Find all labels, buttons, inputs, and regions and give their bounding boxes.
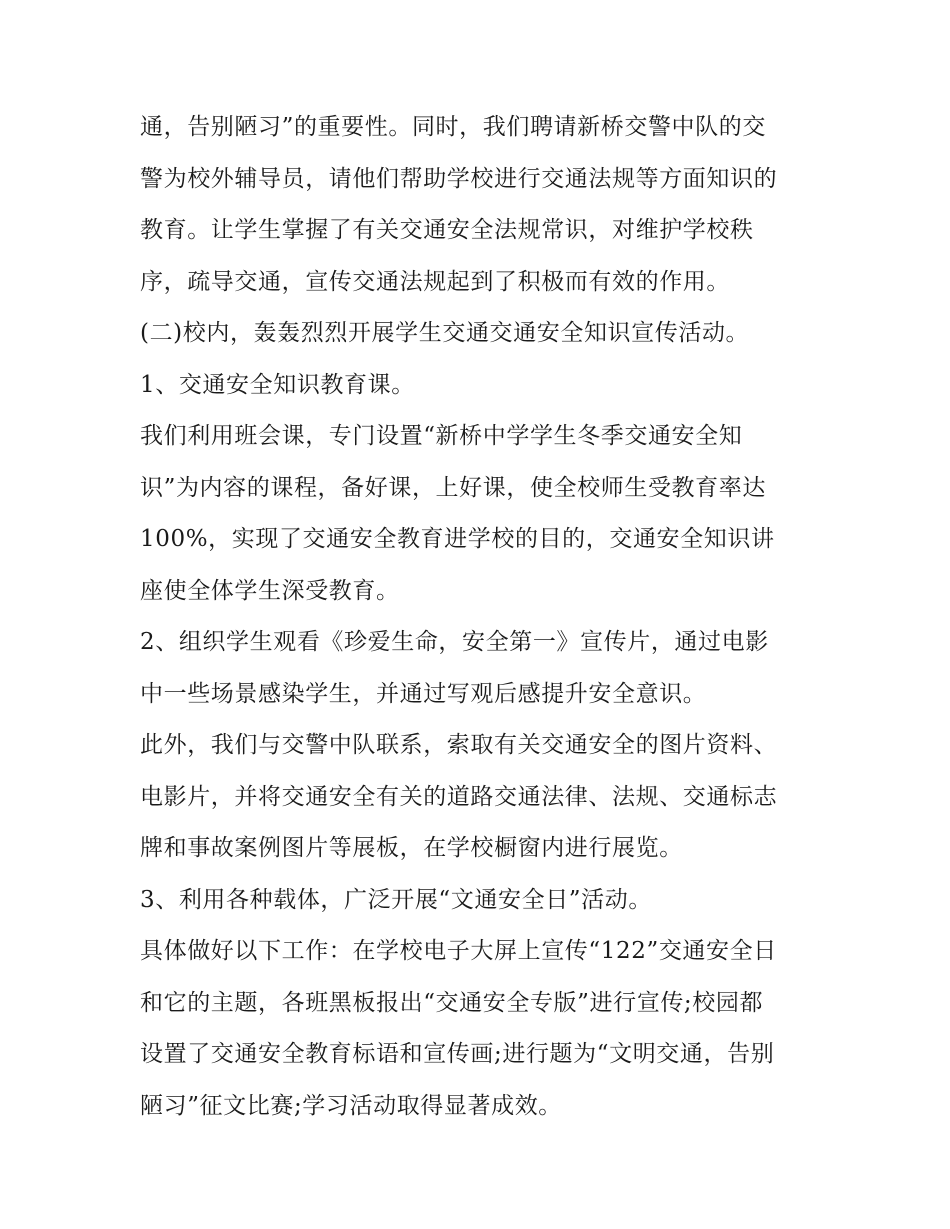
section-heading: (二)校内，轰轰烈烈开展学生交通交通安全知识宣传活动。 [140, 320, 750, 346]
text-line: 序，疏导交通，宣传交通法规起到了积极而有效的作用。 [140, 268, 730, 295]
text-line: 100%，实现了交通安全教育进学校的目的，交通安全知识讲 [140, 526, 775, 552]
text-line: 此外，我们与交警中队联系，索取有关交通安全的图片资料、 [140, 732, 778, 758]
text-line: 设置了交通安全教育标语和宣传画;进行题为“文明交通，告别 [140, 1041, 775, 1067]
text-line: 中一些场景感染学生，并通过写观后感提升安全意识。 [140, 680, 707, 707]
text-line: 识”为内容的课程，备好课，上好课，使全校师生受教育率达 [140, 474, 766, 501]
text-line: 警为校外辅导员，请他们帮助学校进行交通法规等方面知识的 [140, 165, 778, 192]
text-line: 电影片，并将交通安全有关的道路交通法律、法规、交通标志 [140, 783, 778, 810]
document-body [140, 102, 820, 1132]
text-line: 具体做好以下工作：在学校电子大屏上宣传“122”交通安全日 [140, 938, 777, 964]
text-line: 通，告别陋习”的重要性。同时，我们聘请新桥交警中队的交 [140, 114, 766, 140]
text-line: 和它的主题，各班黑板报出“交通安全专版”进行宣传;校园都 [140, 989, 764, 1016]
text-line: 牌和事故案例图片等展板，在学校橱窗内进行展览。 [140, 835, 683, 861]
subsection-heading: 2、组织学生观看《珍爱生命，安全第一》宣传片，通过电影 [140, 629, 769, 655]
subsection-heading: 1、交通安全知识教育课。 [140, 371, 415, 398]
text-line: 座使全体学生深受教育。 [140, 577, 400, 604]
text-line: 陋习”征文比赛;学习活动取得显著成效。 [140, 1092, 562, 1119]
text-line: 我们利用班会课，专门设置“新桥中学学生冬季交通安全知 [140, 423, 743, 449]
text-line: 教育。让学生掌握了有关交通安全法规常识，对维护学校秩 [140, 217, 754, 243]
subsection-heading: 3、利用各种载体，广泛开展“文通安全日”活动。 [140, 886, 652, 913]
